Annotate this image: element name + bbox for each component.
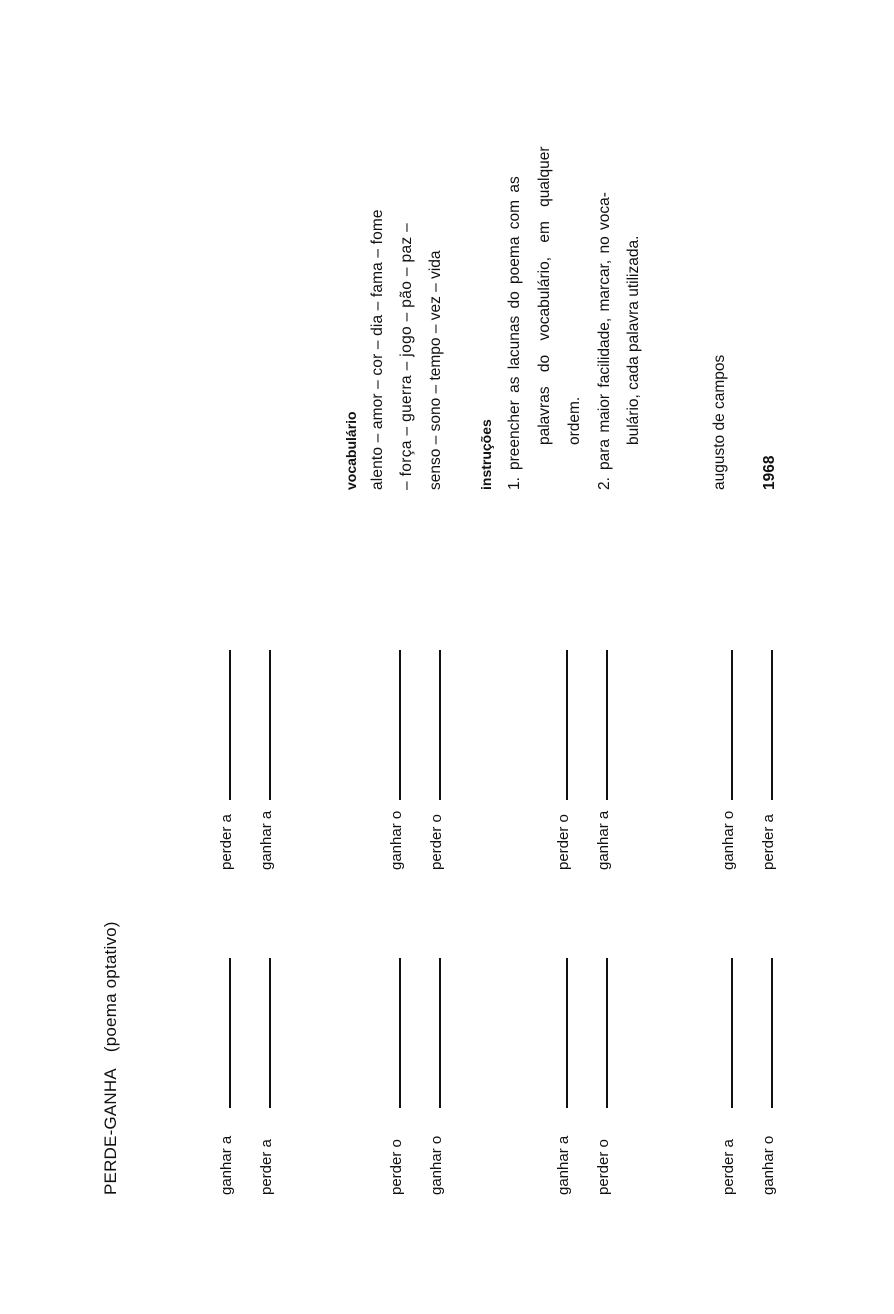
instruction-number: 2. [596,477,613,490]
line-right-label: perder o [555,814,572,870]
publication-year: 1968 [761,455,778,490]
line-left-label: perder a [720,1139,737,1195]
line-left-label: ganhar o [428,1135,445,1195]
vocabulary-line: senso – sono – tempo – vez – vida [427,250,444,490]
line-left-label: perder o [595,1139,612,1195]
blank-line[interactable] [229,650,231,800]
blank-line[interactable] [731,650,733,800]
blank-line[interactable] [771,650,773,800]
blank-line[interactable] [229,958,231,1108]
poem-subtitle: (poema optativo) [101,921,120,1053]
poem-title-block [101,921,121,1195]
blank-line[interactable] [771,958,773,1108]
instruction-line: preencher as lacunas do poema com as [506,176,523,470]
line-right-label: perder a [760,814,777,870]
instruction-line: para maior facilidade, marcar, no voca- [596,192,613,470]
instruction-line: palavras do vocabulário, em qualquer [536,146,553,445]
line-right-label: perder a [218,814,235,870]
blank-line[interactable] [269,650,271,800]
blank-line[interactable] [606,958,608,1108]
line-left-label: ganhar a [218,1135,235,1195]
author-name: augusto de campos [711,354,728,490]
instructions-heading: instruções [478,419,494,490]
instruction-line: bulário, cada palavra utilizada. [625,235,642,445]
line-right-label: ganhar a [595,810,612,870]
vocabulary-heading: vocabulário [343,411,359,490]
instruction-line: ordem. [566,396,583,445]
blank-line[interactable] [566,650,568,800]
blank-line[interactable] [399,650,401,800]
vocabulary-line: – força – guerra – jogo – pão – paz – [398,222,415,490]
line-right-label: ganhar a [258,810,275,870]
line-right-label: ganhar o [388,810,405,870]
blank-line[interactable] [399,958,401,1108]
vocabulary-line: alento – amor – cor – dia – fama – fome [369,209,386,490]
blank-line[interactable] [731,958,733,1108]
blank-line[interactable] [566,958,568,1108]
line-left-label: ganhar o [760,1135,777,1195]
line-left-label: ganhar a [555,1135,572,1195]
blank-line[interactable] [439,650,441,800]
blank-line[interactable] [439,958,441,1108]
poem-title: PERDE-GANHA [101,1068,120,1195]
line-left-label: perder a [258,1139,275,1195]
blank-line[interactable] [606,650,608,800]
line-right-label: ganhar o [720,810,737,870]
blank-line[interactable] [269,958,271,1108]
line-right-label: perder o [428,814,445,870]
line-left-label: perder o [388,1139,405,1195]
instruction-number: 1. [506,477,523,490]
